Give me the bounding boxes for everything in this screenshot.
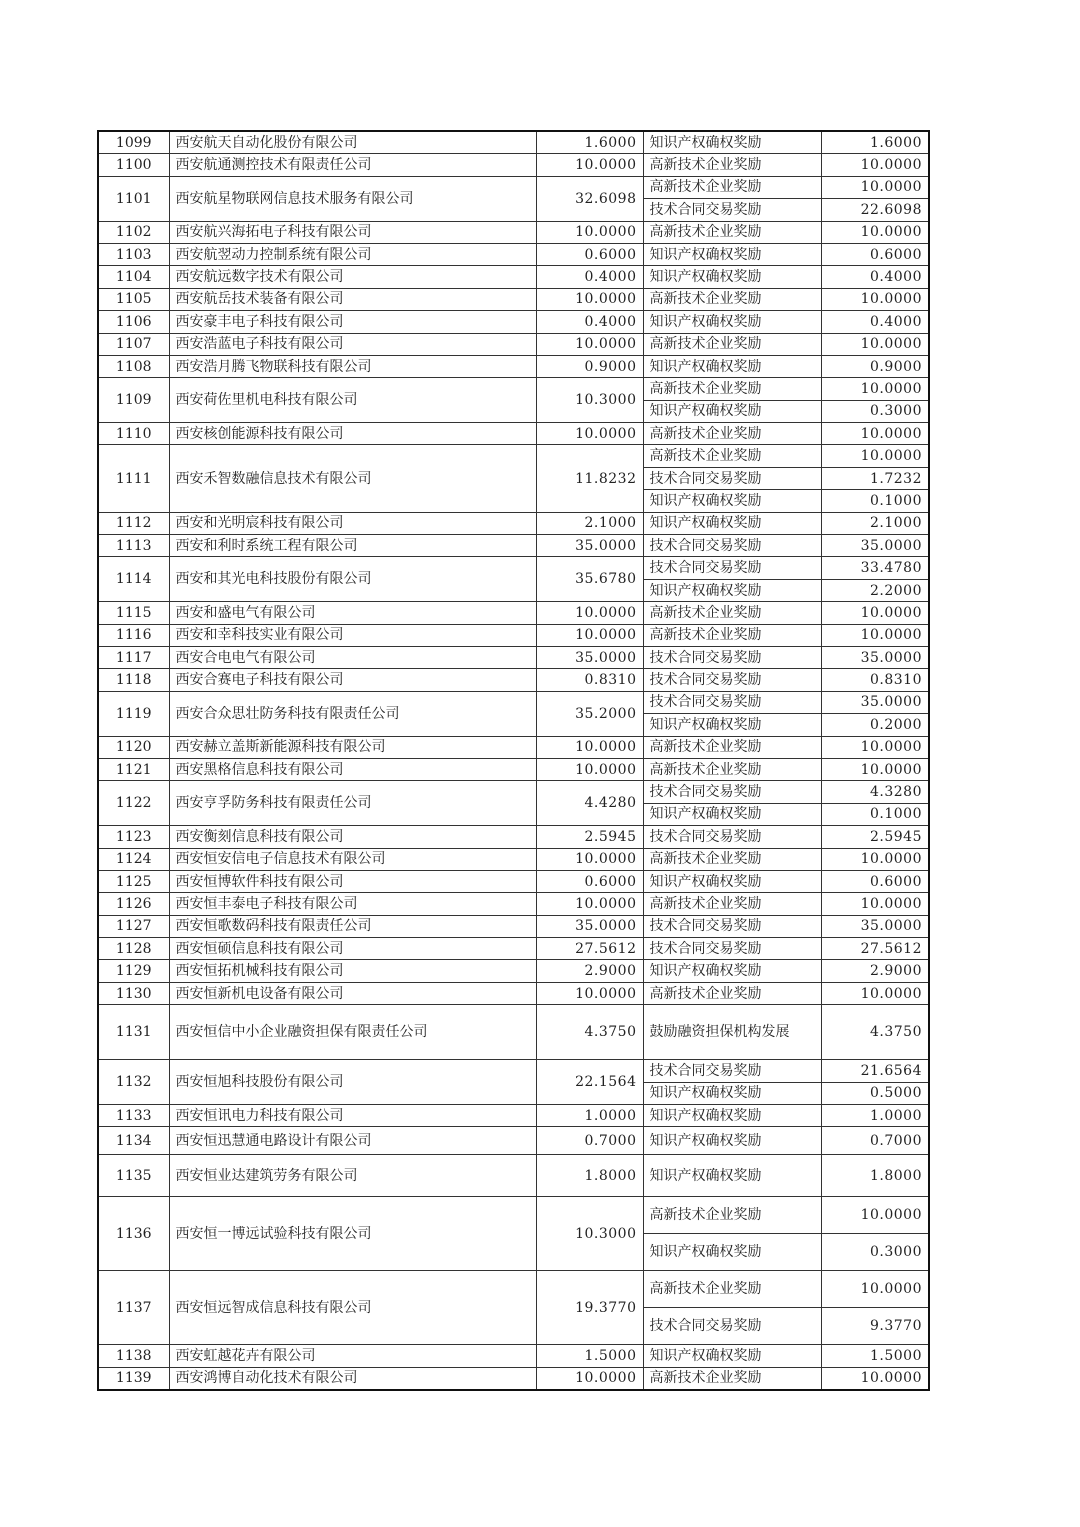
company-name: 西安黑格信息科技有限公司 (169, 758, 536, 780)
award-type: 高新技术企业奖励 (643, 378, 821, 400)
company-name: 西安和利时系统工程有限公司 (169, 535, 536, 557)
award-type: 高新技术企业奖励 (643, 333, 821, 355)
award-amount: 10.0000 (821, 176, 929, 198)
total-amount: 0.6000 (536, 243, 643, 265)
row-number: 1107 (98, 333, 169, 355)
total-amount: 35.0000 (536, 915, 643, 937)
award-amount: 35.0000 (821, 646, 929, 668)
table-row (98, 557, 929, 579)
award-type: 知识产权确权奖励 (643, 512, 821, 534)
table-row (98, 355, 929, 377)
award-type: 知识产权确权奖励 (643, 870, 821, 892)
award-amount: 10.0000 (821, 758, 929, 780)
table-row (98, 445, 929, 467)
award-type: 高新技术企业奖励 (643, 1367, 821, 1390)
total-amount: 2.5945 (536, 826, 643, 848)
award-amount: 10.0000 (821, 736, 929, 758)
award-amount: 0.6000 (821, 870, 929, 892)
total-amount: 27.5612 (536, 938, 643, 960)
table-row (98, 893, 929, 915)
award-amount: 10.0000 (821, 1271, 929, 1308)
company-name: 西安核创能源科技有限公司 (169, 423, 536, 445)
row-number: 1101 (98, 176, 169, 221)
award-type: 高新技术企业奖励 (643, 758, 821, 780)
company-name: 西安亨孚防务科技有限责任公司 (169, 781, 536, 826)
table-row (98, 1060, 929, 1082)
award-amount: 10.0000 (821, 423, 929, 445)
award-amount: 10.0000 (821, 333, 929, 355)
award-amount: 1.7232 (821, 467, 929, 489)
row-number: 1136 (98, 1197, 169, 1271)
table-row (98, 333, 929, 355)
award-amount: 10.0000 (821, 445, 929, 467)
company-name: 西安浩蓝电子科技有限公司 (169, 333, 536, 355)
award-amount: 2.1000 (821, 512, 929, 534)
award-type: 知识产权确权奖励 (643, 803, 821, 825)
company-name: 西安禾智数融信息技术有限公司 (169, 445, 536, 512)
company-name: 西安虹越花卉有限公司 (169, 1345, 536, 1367)
award-table (97, 130, 930, 1391)
award-type: 知识产权确权奖励 (643, 400, 821, 422)
award-amount: 0.4000 (821, 266, 929, 288)
table-row (98, 1127, 929, 1155)
award-type: 高新技术企业奖励 (643, 154, 821, 176)
row-number: 1137 (98, 1271, 169, 1345)
award-type: 知识产权确权奖励 (643, 1234, 821, 1271)
row-number: 1100 (98, 154, 169, 176)
award-amount: 1.0000 (821, 1105, 929, 1127)
row-number: 1110 (98, 423, 169, 445)
row-number: 1122 (98, 781, 169, 826)
row-number: 1120 (98, 736, 169, 758)
award-amount: 10.0000 (821, 848, 929, 870)
award-amount: 27.5612 (821, 938, 929, 960)
row-number: 1116 (98, 624, 169, 646)
total-amount: 4.4280 (536, 781, 643, 826)
company-name: 西安恒旭科技股份有限公司 (169, 1060, 536, 1105)
award-type: 技术合同交易奖励 (643, 557, 821, 579)
row-number: 1113 (98, 535, 169, 557)
total-amount: 10.0000 (536, 602, 643, 624)
table-row (98, 1105, 929, 1127)
table-row (98, 602, 929, 624)
total-amount: 22.1564 (536, 1060, 643, 1105)
company-name: 西安和盛电气有限公司 (169, 602, 536, 624)
company-name: 西安鸿博自动化技术有限公司 (169, 1367, 536, 1390)
row-number: 1139 (98, 1367, 169, 1390)
total-amount: 10.0000 (536, 736, 643, 758)
row-number: 1126 (98, 893, 169, 915)
award-amount: 35.0000 (821, 535, 929, 557)
total-amount: 1.8000 (536, 1155, 643, 1197)
row-number: 1127 (98, 915, 169, 937)
row-number: 1112 (98, 512, 169, 534)
table-row (98, 131, 929, 154)
table-row (98, 1197, 929, 1234)
award-type: 技术合同交易奖励 (643, 535, 821, 557)
award-type: 知识产权确权奖励 (643, 1127, 821, 1155)
award-type: 知识产权确权奖励 (643, 1105, 821, 1127)
total-amount: 32.6098 (536, 176, 643, 221)
total-amount: 10.0000 (536, 154, 643, 176)
award-type: 高新技术企业奖励 (643, 221, 821, 243)
table-row (98, 535, 929, 557)
total-amount: 10.0000 (536, 423, 643, 445)
table-row (98, 1367, 929, 1390)
award-type: 高新技术企业奖励 (643, 288, 821, 310)
award-amount: 0.1000 (821, 803, 929, 825)
award-amount: 0.7000 (821, 1127, 929, 1155)
award-type: 技术合同交易奖励 (643, 691, 821, 713)
award-type: 知识产权确权奖励 (643, 1082, 821, 1104)
award-amount: 10.0000 (821, 154, 929, 176)
company-name: 西安航星物联网信息技术服务有限公司 (169, 176, 536, 221)
total-amount: 0.4000 (536, 266, 643, 288)
award-type: 知识产权确权奖励 (643, 490, 821, 512)
award-type: 高新技术企业奖励 (643, 1197, 821, 1234)
award-type: 知识产权确权奖励 (643, 355, 821, 377)
row-number: 1108 (98, 355, 169, 377)
total-amount: 35.2000 (536, 691, 643, 736)
award-type: 高新技术企业奖励 (643, 445, 821, 467)
table-row (98, 423, 929, 445)
total-amount: 2.1000 (536, 512, 643, 534)
award-type: 高新技术企业奖励 (643, 624, 821, 646)
award-amount: 2.5945 (821, 826, 929, 848)
row-number: 1114 (98, 557, 169, 602)
award-type: 知识产权确权奖励 (643, 243, 821, 265)
row-number: 1118 (98, 669, 169, 691)
award-amount: 21.6564 (821, 1060, 929, 1082)
award-type: 技术合同交易奖励 (643, 467, 821, 489)
company-name: 西安合赛电子科技有限公司 (169, 669, 536, 691)
table-row (98, 915, 929, 937)
award-amount: 0.9000 (821, 355, 929, 377)
award-type: 技术合同交易奖励 (643, 1308, 821, 1345)
company-name: 西安恒博软件科技有限公司 (169, 870, 536, 892)
award-type: 知识产权确权奖励 (643, 714, 821, 736)
award-amount: 0.3000 (821, 1234, 929, 1271)
total-amount: 10.0000 (536, 893, 643, 915)
award-amount: 10.0000 (821, 893, 929, 915)
award-amount: 0.6000 (821, 243, 929, 265)
award-amount: 22.6098 (821, 199, 929, 221)
company-name: 西安恒歌数码科技有限责任公司 (169, 915, 536, 937)
row-number: 1133 (98, 1105, 169, 1127)
table-row (98, 288, 929, 310)
row-number: 1134 (98, 1127, 169, 1155)
company-name: 西安恒丰泰电子科技有限公司 (169, 893, 536, 915)
row-number: 1125 (98, 870, 169, 892)
table-row (98, 624, 929, 646)
table-row (98, 982, 929, 1004)
row-number: 1104 (98, 266, 169, 288)
award-type: 高新技术企业奖励 (643, 893, 821, 915)
award-type: 技术合同交易奖励 (643, 938, 821, 960)
company-name: 西安航天自动化股份有限公司 (169, 131, 536, 154)
award-amount: 10.0000 (821, 1367, 929, 1390)
award-type: 高新技术企业奖励 (643, 176, 821, 198)
row-number: 1135 (98, 1155, 169, 1197)
total-amount: 10.0000 (536, 221, 643, 243)
total-amount: 1.0000 (536, 1105, 643, 1127)
award-type: 技术合同交易奖励 (643, 781, 821, 803)
company-name: 西安合众思壮防务科技有限责任公司 (169, 691, 536, 736)
total-amount: 10.0000 (536, 288, 643, 310)
company-name: 西安恒远智成信息科技有限公司 (169, 1271, 536, 1345)
row-number: 1129 (98, 960, 169, 982)
total-amount: 10.0000 (536, 1367, 643, 1390)
award-amount: 9.3770 (821, 1308, 929, 1345)
company-name: 西安恒拓机械科技有限公司 (169, 960, 536, 982)
company-name: 西安恒一博远试验科技有限公司 (169, 1197, 536, 1271)
row-number: 1128 (98, 938, 169, 960)
award-type: 技术合同交易奖励 (643, 646, 821, 668)
award-amount: 35.0000 (821, 915, 929, 937)
award-amount: 10.0000 (821, 602, 929, 624)
company-name: 西安恒硕信息科技有限公司 (169, 938, 536, 960)
table-row (98, 669, 929, 691)
company-name: 西安恒讯电力科技有限公司 (169, 1105, 536, 1127)
total-amount: 10.0000 (536, 624, 643, 646)
award-amount: 2.9000 (821, 960, 929, 982)
company-name: 西安恒业达建筑劳务有限公司 (169, 1155, 536, 1197)
table-row (98, 221, 929, 243)
total-amount: 10.3000 (536, 1197, 643, 1271)
total-amount: 10.0000 (536, 848, 643, 870)
total-amount: 0.7000 (536, 1127, 643, 1155)
table-row (98, 243, 929, 265)
table-row (98, 758, 929, 780)
row-number: 1138 (98, 1345, 169, 1367)
company-name: 西安恒新机电设备有限公司 (169, 982, 536, 1004)
table-row (98, 176, 929, 198)
row-number: 1117 (98, 646, 169, 668)
row-number: 1131 (98, 1005, 169, 1060)
award-amount: 4.3280 (821, 781, 929, 803)
award-type: 鼓励融资担保机构发展 (643, 1005, 821, 1060)
table-row (98, 154, 929, 176)
table-row (98, 311, 929, 333)
total-amount: 10.0000 (536, 758, 643, 780)
table-row (98, 781, 929, 803)
award-type: 高新技术企业奖励 (643, 848, 821, 870)
total-amount: 0.9000 (536, 355, 643, 377)
total-amount: 19.3770 (536, 1271, 643, 1345)
table-row (98, 736, 929, 758)
award-type: 高新技术企业奖励 (643, 602, 821, 624)
total-amount: 0.4000 (536, 311, 643, 333)
total-amount: 10.0000 (536, 982, 643, 1004)
award-type: 高新技术企业奖励 (643, 1271, 821, 1308)
company-name: 西安航通测控技术有限责任公司 (169, 154, 536, 176)
table-row (98, 266, 929, 288)
company-name: 西安航远数字技术有限公司 (169, 266, 536, 288)
award-type: 知识产权确权奖励 (643, 131, 821, 154)
row-number: 1103 (98, 243, 169, 265)
award-table-body (98, 131, 929, 1390)
table-row (98, 1155, 929, 1197)
table-row (98, 826, 929, 848)
award-type: 技术合同交易奖励 (643, 199, 821, 221)
row-number: 1130 (98, 982, 169, 1004)
award-type: 技术合同交易奖励 (643, 826, 821, 848)
award-type: 知识产权确权奖励 (643, 579, 821, 601)
table-row (98, 691, 929, 713)
award-type: 高新技术企业奖励 (643, 736, 821, 758)
table-row (98, 378, 929, 400)
award-amount: 10.0000 (821, 982, 929, 1004)
row-number: 1102 (98, 221, 169, 243)
total-amount: 0.8310 (536, 669, 643, 691)
award-type: 技术合同交易奖励 (643, 669, 821, 691)
company-name: 西安衡刻信息科技有限公司 (169, 826, 536, 848)
award-amount: 0.2000 (821, 714, 929, 736)
table-row (98, 870, 929, 892)
total-amount: 10.3000 (536, 378, 643, 423)
award-type: 知识产权确权奖励 (643, 960, 821, 982)
row-number: 1121 (98, 758, 169, 780)
company-name: 西安和幸科技实业有限公司 (169, 624, 536, 646)
award-amount: 0.8310 (821, 669, 929, 691)
row-number: 1124 (98, 848, 169, 870)
award-type: 高新技术企业奖励 (643, 423, 821, 445)
award-amount: 0.3000 (821, 400, 929, 422)
total-amount: 35.0000 (536, 535, 643, 557)
table-row (98, 646, 929, 668)
award-amount: 10.0000 (821, 1197, 929, 1234)
table-row (98, 1005, 929, 1060)
row-number: 1111 (98, 445, 169, 512)
award-amount: 35.0000 (821, 691, 929, 713)
total-amount: 11.8232 (536, 445, 643, 512)
table-row (98, 1271, 929, 1308)
row-number: 1119 (98, 691, 169, 736)
company-name: 西安恒迅慧通电路设计有限公司 (169, 1127, 536, 1155)
award-type: 技术合同交易奖励 (643, 1060, 821, 1082)
award-amount: 10.0000 (821, 221, 929, 243)
award-amount: 1.5000 (821, 1345, 929, 1367)
award-amount: 0.5000 (821, 1082, 929, 1104)
total-amount: 35.0000 (536, 646, 643, 668)
row-number: 1105 (98, 288, 169, 310)
row-number: 1123 (98, 826, 169, 848)
company-name: 西安赫立盖斯新能源科技有限公司 (169, 736, 536, 758)
award-amount: 10.0000 (821, 288, 929, 310)
company-name: 西安豪丰电子科技有限公司 (169, 311, 536, 333)
row-number: 1132 (98, 1060, 169, 1105)
award-type: 知识产权确权奖励 (643, 266, 821, 288)
award-type: 知识产权确权奖励 (643, 1345, 821, 1367)
award-amount: 0.1000 (821, 490, 929, 512)
company-name: 西安合电电气有限公司 (169, 646, 536, 668)
table-row (98, 938, 929, 960)
award-amount: 1.6000 (821, 131, 929, 154)
award-type: 高新技术企业奖励 (643, 982, 821, 1004)
award-amount: 4.3750 (821, 1005, 929, 1060)
total-amount: 1.5000 (536, 1345, 643, 1367)
total-amount: 35.6780 (536, 557, 643, 602)
company-name: 西安恒信中小企业融资担保有限责任公司 (169, 1005, 536, 1060)
row-number: 1115 (98, 602, 169, 624)
total-amount: 4.3750 (536, 1005, 643, 1060)
award-type: 知识产权确权奖励 (643, 1155, 821, 1197)
table-row (98, 960, 929, 982)
company-name: 西安航兴海拓电子科技有限公司 (169, 221, 536, 243)
row-number: 1099 (98, 131, 169, 154)
total-amount: 0.6000 (536, 870, 643, 892)
company-name: 西安恒安信电子信息技术有限公司 (169, 848, 536, 870)
award-amount: 0.4000 (821, 311, 929, 333)
total-amount: 1.6000 (536, 131, 643, 154)
company-name: 西安航岳技术装备有限公司 (169, 288, 536, 310)
company-name: 西安浩月腾飞物联科技有限公司 (169, 355, 536, 377)
row-number: 1106 (98, 311, 169, 333)
award-amount: 33.4780 (821, 557, 929, 579)
company-name: 西安和光明宸科技有限公司 (169, 512, 536, 534)
company-name: 西安和其光电科技股份有限公司 (169, 557, 536, 602)
award-type: 知识产权确权奖励 (643, 311, 821, 333)
row-number: 1109 (98, 378, 169, 423)
award-amount: 1.8000 (821, 1155, 929, 1197)
award-amount: 2.2000 (821, 579, 929, 601)
table-row (98, 1345, 929, 1367)
award-amount: 10.0000 (821, 624, 929, 646)
table-row (98, 848, 929, 870)
total-amount: 10.0000 (536, 333, 643, 355)
company-name: 西安航翌动力控制系统有限公司 (169, 243, 536, 265)
table-row (98, 512, 929, 534)
company-name: 西安荷佐里机电科技有限公司 (169, 378, 536, 423)
award-type: 技术合同交易奖励 (643, 915, 821, 937)
total-amount: 2.9000 (536, 960, 643, 982)
award-amount: 10.0000 (821, 378, 929, 400)
